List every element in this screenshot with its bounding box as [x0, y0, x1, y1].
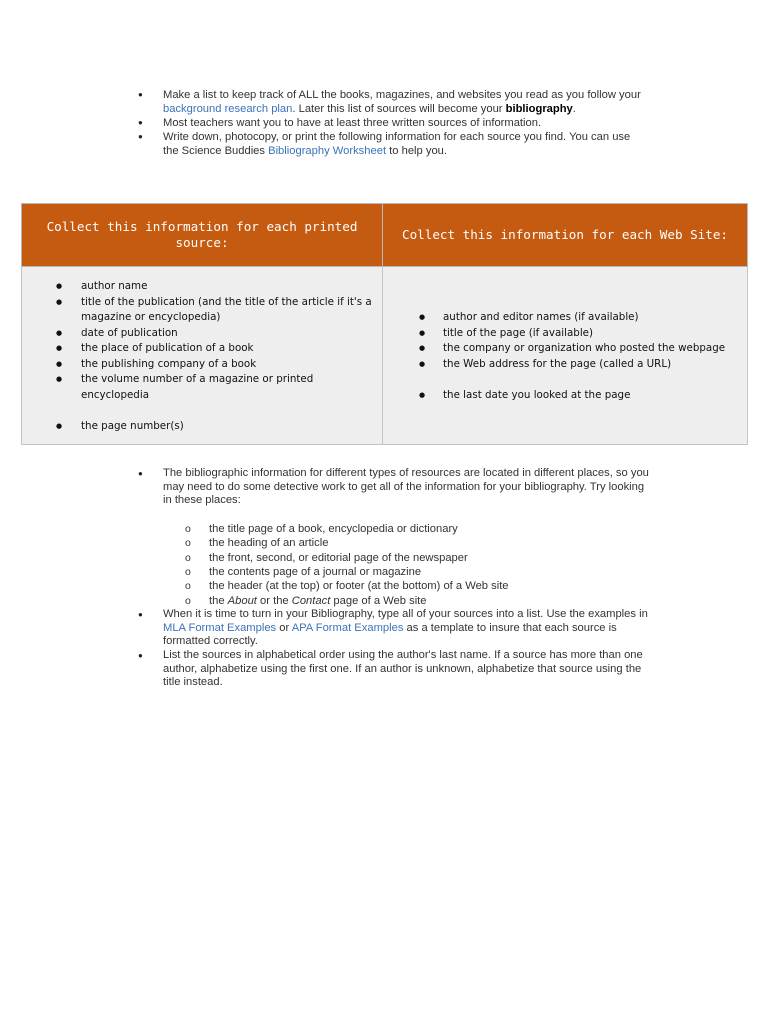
list-item: o the heading of an article — [163, 536, 652, 550]
web-site-list — [383, 267, 747, 404]
printed-source-header: Collect this information for each printed source: — [22, 204, 383, 267]
list-item: ● title of the page (if available) — [383, 326, 747, 342]
list-item: ● List the sources in alphabetical order using the author's last name. If a source has more than one author, alphabetize using the first one. If an author is unknown, alphabetize that source using the title instead. — [137, 649, 652, 690]
list-item: ● the company or organization who posted the webpage — [383, 341, 747, 357]
apa-format-examples-link[interactable]: APA Format Examples — [291, 621, 404, 634]
places-list — [163, 522, 652, 608]
printed-source-list — [22, 267, 382, 435]
list-item: ● date of publication — [22, 326, 382, 342]
list-item: o the title page of a book, encyclopedia or dictionary — [163, 522, 652, 536]
list-item: ● title of the publication (and the title of the article if it's a magazine or encyclopedia) — [22, 295, 382, 326]
list-item: ● the page number(s) — [22, 419, 382, 435]
list-item: o the contents page of a journal or magazine — [163, 565, 652, 579]
list-item: ● Make a list to keep track of ALL the books, magazines, and websites you read as you follow your background research plan. Later this list of sources will become your bibliography. — [137, 88, 647, 116]
intro-list — [137, 88, 647, 158]
printed-source-cell — [22, 267, 383, 445]
list-item: ● When it is time to turn in your Bibliography, type all of your sources into a list. Use the examples in MLA Format Examples or APA Format Examples as a template to insure that each source is formatted correctly. — [137, 608, 652, 649]
bibliography-worksheet-link[interactable]: Bibliography Worksheet — [268, 145, 387, 157]
mla-format-examples-link[interactable]: MLA Format Examples — [163, 621, 277, 634]
source-info-table — [21, 203, 748, 445]
list-item: ● the publishing company of a book — [22, 357, 382, 373]
list-item: ● author name — [22, 279, 382, 295]
list-item: ● the Web address for the page (called a URL) — [383, 357, 747, 373]
list-item: ● the place of publication of a book — [22, 341, 382, 357]
table-header-row — [22, 204, 748, 267]
table-row — [22, 267, 748, 445]
list-item: o the About or the Contact page of a Web site — [163, 594, 652, 608]
list-item: ● Most teachers want you to have at least three written sources of information. — [137, 116, 647, 130]
list-item: ● author and editor names (if available) — [383, 310, 747, 326]
list-item: ● the volume number of a magazine or printed encyclopedia — [22, 372, 382, 403]
background-research-plan-link[interactable]: background research plan — [163, 103, 293, 115]
details-list — [137, 467, 652, 690]
list-item: ● Write down, photocopy, or print the following information for each source you find. You can use the Science Buddies Bibliography Worksheet to help you. — [137, 130, 647, 158]
web-site-header: Collect this information for each Web Site: — [383, 204, 748, 267]
web-site-cell — [383, 267, 748, 445]
list-item: o the header (at the top) or footer (at the bottom) of a Web site — [163, 579, 652, 593]
list-item: ● the last date you looked at the page — [383, 388, 747, 404]
list-item: ● The bibliographic information for different types of resources are located in different places, so you may need to do some detective work to get all of the information for your bibliography. Try looking in these places: o the title page of a book, encyclopedia or dictionary o the heading of an article o the front, second, or editorial page of the newspaper o the contents page of a journal or magazine o the header (at the top) or footer (at the bottom) of a Web site o the About or the Contact page of a Web site — [137, 467, 652, 608]
list-item: o the front, second, or editorial page of the newspaper — [163, 551, 652, 565]
bibliography-term: bibliography — [505, 103, 573, 115]
